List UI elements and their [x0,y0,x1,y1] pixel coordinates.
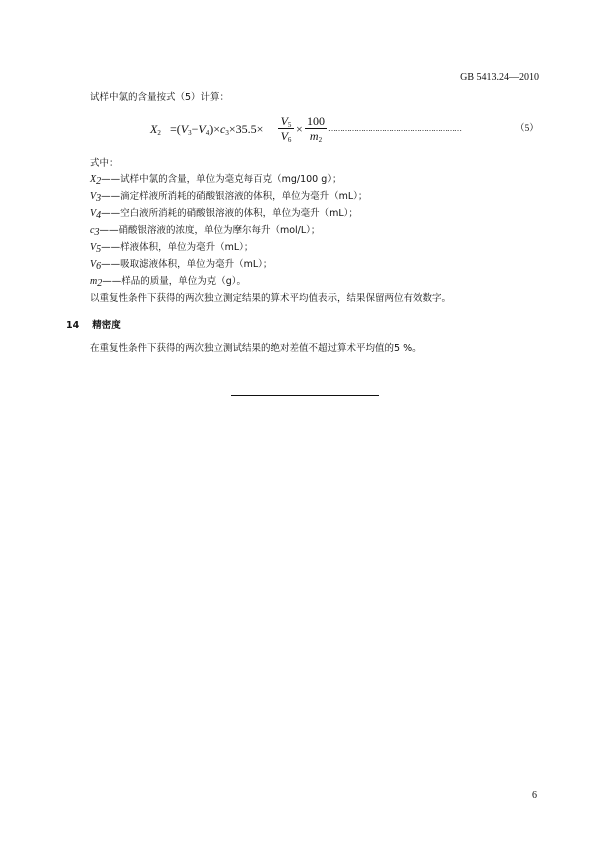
fraction-v5-v6: $V_5$ $V_6$ [278,114,294,143]
fraction-100-m2: 100 $m_2$ [307,114,325,144]
where-label: 式中： [90,158,119,169]
section-title: 精密度 [92,320,121,331]
precision-text: 在重复性条件下获得的两次独立测试结果的绝对差值不超过算术平均值的5 %。 [90,343,422,354]
definition-c3: $c_3——$硝酸银溶液的浓度，单位为摩尔每升（mol/L）； [90,225,321,238]
definition-v6: $V_6——$吸取滤液体积，单位为毫升（mL）； [90,259,273,272]
formula-body: $=(V_3-V_4)\times c_3\times 35.5\times$ [170,122,264,137]
formula-lhs: $X_2$ [150,122,161,137]
definition-m2: $m_2——$样品的质量，单位为克（g）。 [90,276,247,289]
formula-intro: 试样中氯的含量按式（5）计算： [90,92,230,103]
leader-dots: ………………………………………………… [328,124,461,133]
times-sign: × [296,122,303,136]
definition-x2: $X_2——$试样中氯的含量，单位为毫克每百克（mg/100 g）； [90,174,342,187]
definition-v3: $V_3——$滴定样液所消耗的硝酸银溶液的体积，单位为毫升（mL）； [90,191,368,204]
page-number: 6 [532,790,537,801]
result-note: 以重复性条件下获得的两次独立测定结果的算术平均值表示，结果保留两位有效数字。 [90,293,452,304]
equation-number: （5） [515,124,539,134]
end-of-standard-rule [231,395,379,396]
section-heading [66,320,121,332]
section-number: 14 [66,320,80,331]
formula-5 [150,116,550,150]
definition-v4: $V_4——$空白液所消耗的硝酸银溶液的体积，单位为毫升（mL）； [90,208,358,221]
standard-number: GB 5413.24—2010 [460,72,539,83]
definition-v5: $V_5——$样液体积，单位为毫升（mL）； [90,242,254,255]
